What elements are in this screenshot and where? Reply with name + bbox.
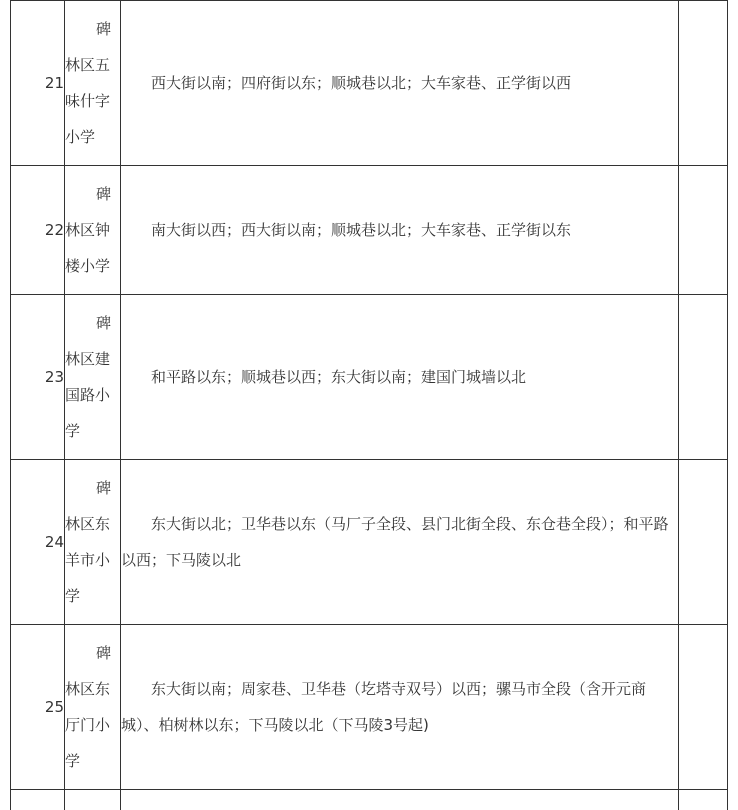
empty-cell	[679, 790, 728, 810]
empty-cell	[679, 1, 728, 166]
school-name-rest: 林区东羊市小学	[65, 506, 120, 614]
school-name	[65, 166, 121, 295]
zone-description	[121, 460, 679, 625]
table-row	[11, 460, 728, 625]
empty-cell	[679, 625, 728, 790]
row-number: 25	[11, 625, 65, 790]
school-name-first-char: 碑	[65, 305, 120, 341]
school-name-first-char: 碑	[65, 176, 120, 212]
table-row-partial	[11, 790, 728, 810]
zone-description	[121, 166, 679, 295]
table-row	[11, 166, 728, 295]
zone-description-text: 东大街以北；卫华巷以东（马厂子全段、县门北街全段、东仓巷全段）；和平路以西；下马陵以北	[121, 506, 678, 578]
school-name-first-char: 碑	[65, 635, 120, 671]
school-name	[65, 625, 121, 790]
zone-description	[121, 625, 679, 790]
empty-cell	[679, 166, 728, 295]
zone-description	[121, 295, 679, 460]
row-number: 23	[11, 295, 65, 460]
row-number: 22	[11, 166, 65, 295]
school-name-first-char: 碑	[65, 470, 120, 506]
zone-description-text: 和平路以东；顺城巷以西；东大街以南；建国门城墙以北	[121, 359, 678, 395]
zone-description	[121, 1, 679, 166]
school-name-rest: 林区五味什字小学	[65, 47, 120, 155]
table-row	[11, 625, 728, 790]
row-number: 21	[11, 1, 65, 166]
zone-description-text: 南大街以西；西大街以南；顺城巷以北；大车家巷、正学街以东	[121, 212, 678, 248]
school-name-rest: 林区建国路小学	[65, 341, 120, 449]
school-name-rest: 林区钟楼小学	[65, 212, 120, 284]
school-zone-table	[10, 0, 728, 810]
zone-description-text: 西大街以南；四府街以东；顺城巷以北；大车家巷、正学街以西	[121, 65, 678, 101]
zone-description	[121, 790, 679, 810]
school-name	[65, 790, 121, 810]
table-row	[11, 295, 728, 460]
school-name	[65, 1, 121, 166]
row-number: 24	[11, 460, 65, 625]
school-name-first-char: 碑	[65, 11, 120, 47]
empty-cell	[679, 295, 728, 460]
empty-cell	[679, 460, 728, 625]
school-name-rest: 林区东厅门小学	[65, 671, 120, 779]
school-name	[65, 295, 121, 460]
zone-description-text: 东大街以南；周家巷、卫华巷（圪塔寺双号）以西；骡马市全段（含开元商城）、柏树林以东；下马陵以北（下马陵3号起)	[121, 671, 678, 743]
school-name	[65, 460, 121, 625]
table-row	[11, 1, 728, 166]
row-number	[11, 790, 65, 810]
